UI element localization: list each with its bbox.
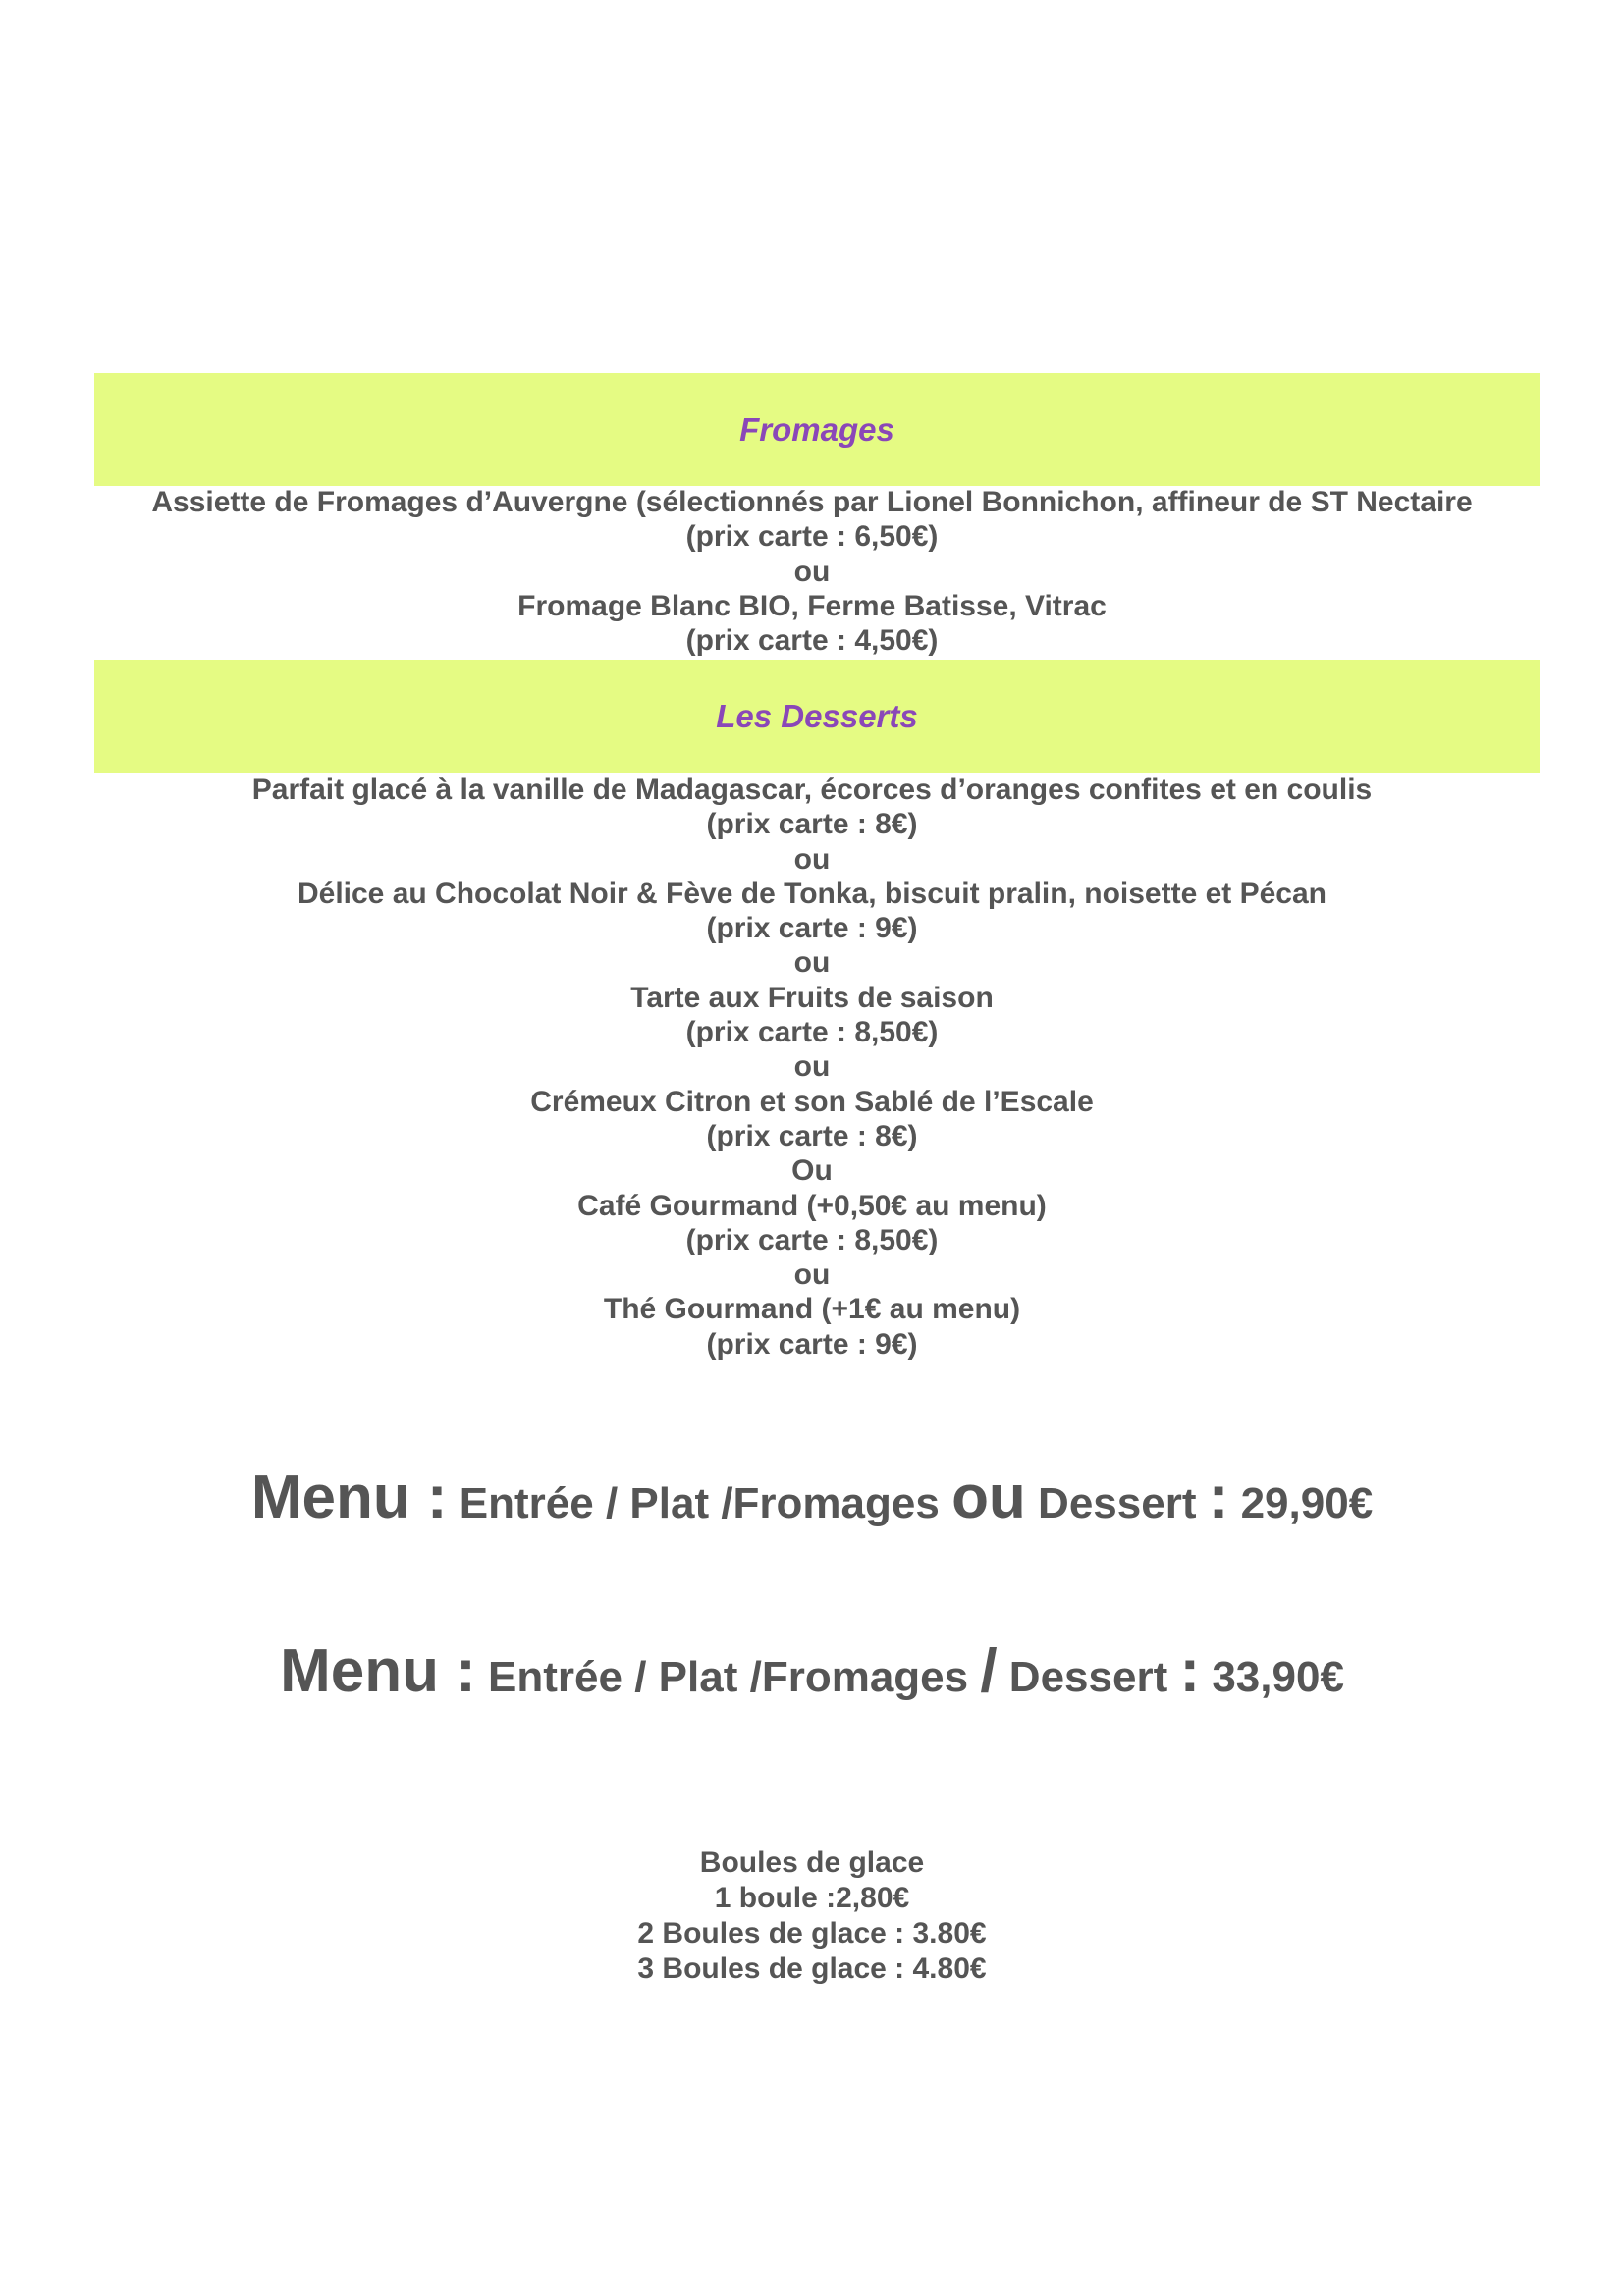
fromages-header <box>94 373 1540 486</box>
menu-connector: / <box>980 1637 998 1705</box>
list-item: Thé Gourmand (+1€ au menu) <box>603 1293 1021 1326</box>
list-item: Tarte aux Fruits de saison <box>630 981 994 1014</box>
list-item: ou <box>793 842 831 876</box>
list-item: Fromage Blanc BIO, Ferme Batisse, Vitrac <box>517 589 1107 622</box>
list-item: (prix carte : 9€) <box>706 1327 918 1361</box>
desserts-title: Les Desserts <box>716 697 918 734</box>
list-item: (prix carte : 8€) <box>706 808 918 841</box>
list-item: (prix carte : 8,50€) <box>685 1016 939 1049</box>
glace-list <box>0 1845 1624 1987</box>
list-item: ou <box>793 555 831 588</box>
desserts-list <box>0 773 1624 1362</box>
list-item: Boules de glace <box>699 1846 925 1879</box>
list-item: (prix carte : 4,50€) <box>685 624 939 658</box>
list-item: 3 Boules de glace : 4.80€ <box>637 1952 987 1985</box>
list-item: 1 boule :2,80€ <box>714 1882 910 1914</box>
desserts-header <box>94 660 1540 773</box>
fromages-title: Fromages <box>739 410 894 448</box>
list-item: (prix carte : 8€) <box>706 1119 918 1152</box>
menu-label: Menu : <box>250 1464 448 1531</box>
list-item: (prix carte : 6,50€) <box>685 520 939 554</box>
menu-formula-1 <box>0 1464 1624 1531</box>
menu-label: Menu : <box>280 1637 476 1705</box>
list-item: ou <box>793 946 831 980</box>
list-item: Café Gourmand (+0,50€ au menu) <box>577 1189 1047 1222</box>
list-item: Ou <box>791 1154 833 1188</box>
list-item: (prix carte : 9€) <box>706 912 918 945</box>
menu-price-separator: : <box>1208 1464 1229 1531</box>
menu-formula-2 <box>0 1637 1624 1705</box>
menu-price: 29,90€ <box>1228 1479 1374 1527</box>
list-item: Assiette de Fromages d’Auvergne (sélectionnés par Lionel Bonnichon, affineur de ST Nectaire <box>151 486 1473 518</box>
menu-courses: Dessert <box>1025 1479 1209 1527</box>
list-item: 2 Boules de glace : 3.80€ <box>637 1917 987 1949</box>
menu-courses: Dessert <box>997 1653 1180 1701</box>
fromages-list <box>0 485 1624 658</box>
list-item: Crémeux Citron et son Sablé de l’Escale <box>530 1085 1094 1118</box>
list-item: (prix carte : 8,50€) <box>685 1223 939 1256</box>
menu-price: 33,90€ <box>1200 1653 1344 1701</box>
list-item: ou <box>793 1050 831 1084</box>
menu-price-separator: : <box>1179 1637 1201 1705</box>
list-item: ou <box>793 1258 831 1292</box>
menu-courses: Entrée / Plat /Fromages <box>475 1653 981 1701</box>
list-item: Parfait glacé à la vanille de Madagascar, écorces d’oranges confites et en coulis <box>251 774 1373 806</box>
menu-connector: ou <box>951 1464 1026 1531</box>
menu-courses: Entrée / Plat /Fromages <box>447 1479 952 1527</box>
list-item: Délice au Chocolat Noir & Fève de Tonka, biscuit pralin, noisette et Pécan <box>297 877 1327 910</box>
